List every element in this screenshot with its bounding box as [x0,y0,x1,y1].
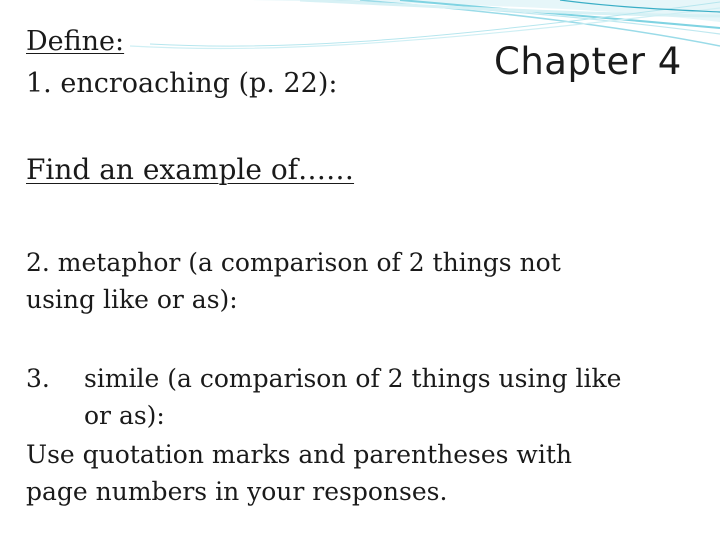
metaphor-line-1: 2. metaphor (a comparison of 2 things not [26,248,561,277]
instruction-text [26,436,572,510]
metaphor-item [26,244,561,318]
metaphor-line-2: using like or as): [26,285,238,314]
simile-line-2: or as): [84,401,165,430]
simile-number: 3. [26,364,50,393]
define-heading: Define: [26,26,125,57]
define-item-encroaching: 1. encroaching (p. 22): [26,68,338,99]
instruction-line-2: page numbers in your responses. [26,477,448,506]
instruction-line-1: Use quotation marks and parentheses with [26,440,572,469]
simile-item [84,360,621,434]
find-example-heading: Find an example of…… [26,153,355,186]
slide-title: Chapter 4 [494,40,682,83]
simile-line-1: simile (a comparison of 2 things using like [84,364,622,393]
